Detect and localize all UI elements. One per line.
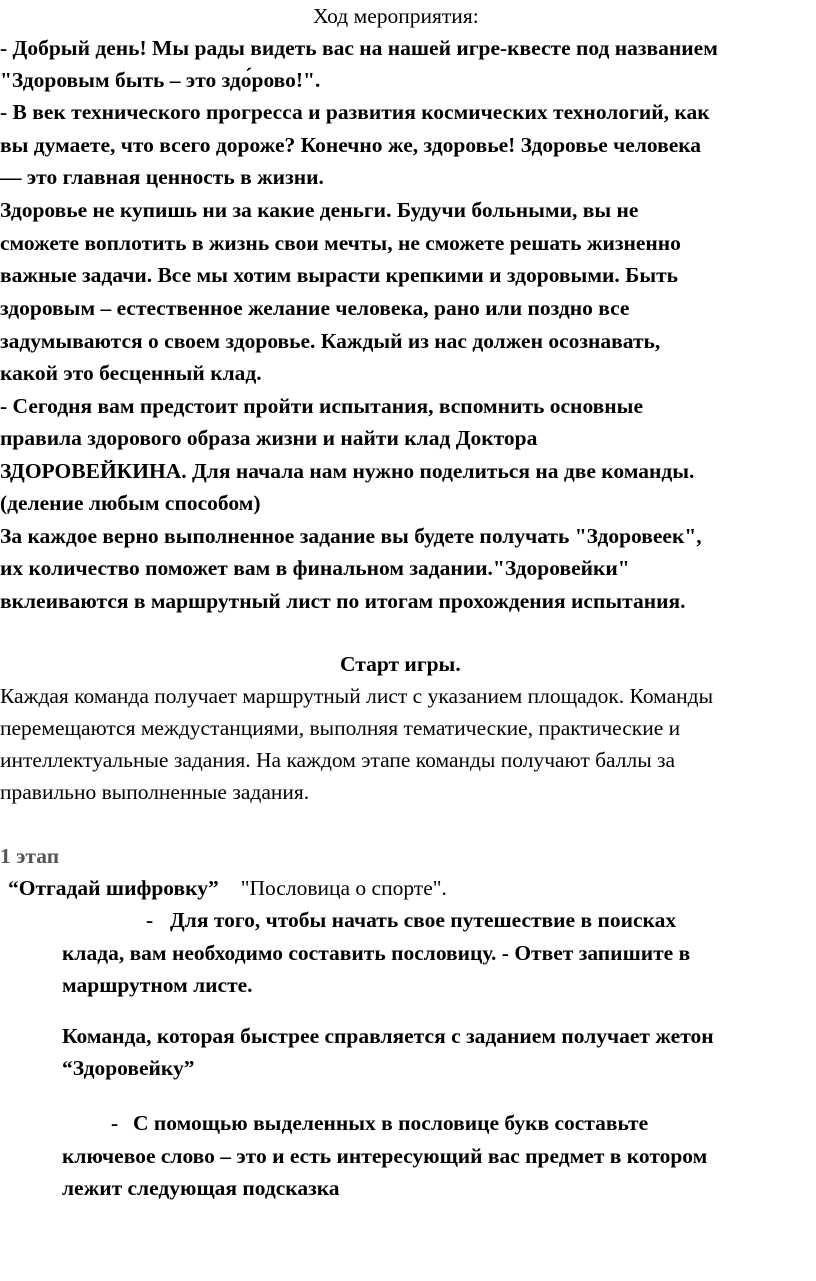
task-instruction-line: ключевое слово – это и есть интересующий вас предмет в котором: [62, 1144, 708, 1168]
intro-line: здоровым – естественное желание человека, рано или поздно все: [0, 296, 630, 320]
intro-line: (деление любым способом): [0, 491, 261, 515]
intro-line: — это главная ценность в жизни.: [0, 165, 324, 189]
task-subtitle: "Пословица о спорте".: [240, 876, 447, 900]
intro-line: За каждое верно выполненное задание вы будете получать "Здоровеек",: [0, 524, 702, 548]
intro-line: вы думаете, что всего дороже? Конечно же, здоровье! Здоровье человека: [0, 133, 702, 157]
task-instruction-line: клада, вам необходимо составить пословицу. - Ответ запишите в: [62, 941, 691, 965]
intro-line: сможете воплотить в жизнь свои мечты, не сможете решать жизненно: [0, 231, 681, 255]
intro-line: их количество поможет вам в финальном задании."Здоровейки": [0, 556, 630, 580]
start-heading: Старт игры.: [340, 652, 461, 676]
stage-label: 1 этап: [0, 844, 60, 868]
intro-line: "Здоровым быть – это здо́рово!".: [0, 68, 321, 92]
task-instruction-line: С помощью выделенных в пословице букв составьте: [133, 1111, 649, 1135]
task-instruction-line: лежит следующая подсказка: [62, 1176, 340, 1200]
start-line: перемещаются междустанциями, выполняя тематические, практические и: [0, 716, 681, 740]
task-title: “Отгадай шифровку”: [8, 876, 219, 900]
list-bullet: -: [146, 908, 154, 932]
start-line: правильно выполненные задания.: [0, 780, 310, 804]
reward-note-line: Команда, которая быстрее справляется с заданием получает жетон: [62, 1024, 714, 1048]
intro-line: - Добрый день! Мы рады видеть вас на нашей игре-квесте под названием: [0, 36, 718, 60]
intro-line: вклеиваются в маршрутный лист по итогам прохождения испытания.: [0, 589, 686, 613]
intro-line: Здоровье не купишь ни за какие деньги. Будучи больными, вы не: [0, 198, 639, 222]
intro-line: важные задачи. Все мы хотим вырасти крепкими и здоровыми. Быть: [0, 263, 679, 287]
task-instruction-line: Для того, чтобы начать свое путешествие в поисках: [170, 908, 677, 932]
start-line: Каждая команда получает маршрутный лист с указанием площадок. Команды: [0, 684, 714, 708]
document-title: Ход мероприятия:: [313, 4, 479, 28]
task-heading: [8, 872, 447, 904]
reward-note-line: “Здоровейку”: [62, 1056, 195, 1080]
start-line: интеллектуальные задания. На каждом этапе команды получают баллы за: [0, 748, 676, 772]
intro-line: какой это бесценный клад.: [0, 361, 262, 385]
intro-line: задумываются о своем здоровье. Каждый из нас должен осознавать,: [0, 329, 661, 353]
intro-line: - Сегодня вам предстоит пройти испытания, вспомнить основные: [0, 394, 643, 418]
intro-line: - В век технического прогресса и развития космических технологий, как: [0, 100, 710, 124]
intro-line: ЗДОРОВЕЙКИНА. Для начала нам нужно поделиться на две команды.: [0, 459, 695, 483]
intro-line: правила здорового образа жизни и найти клад Доктора: [0, 426, 538, 450]
list-bullet: -: [111, 1111, 119, 1135]
task-instruction-line: маршрутном листе.: [62, 973, 253, 997]
